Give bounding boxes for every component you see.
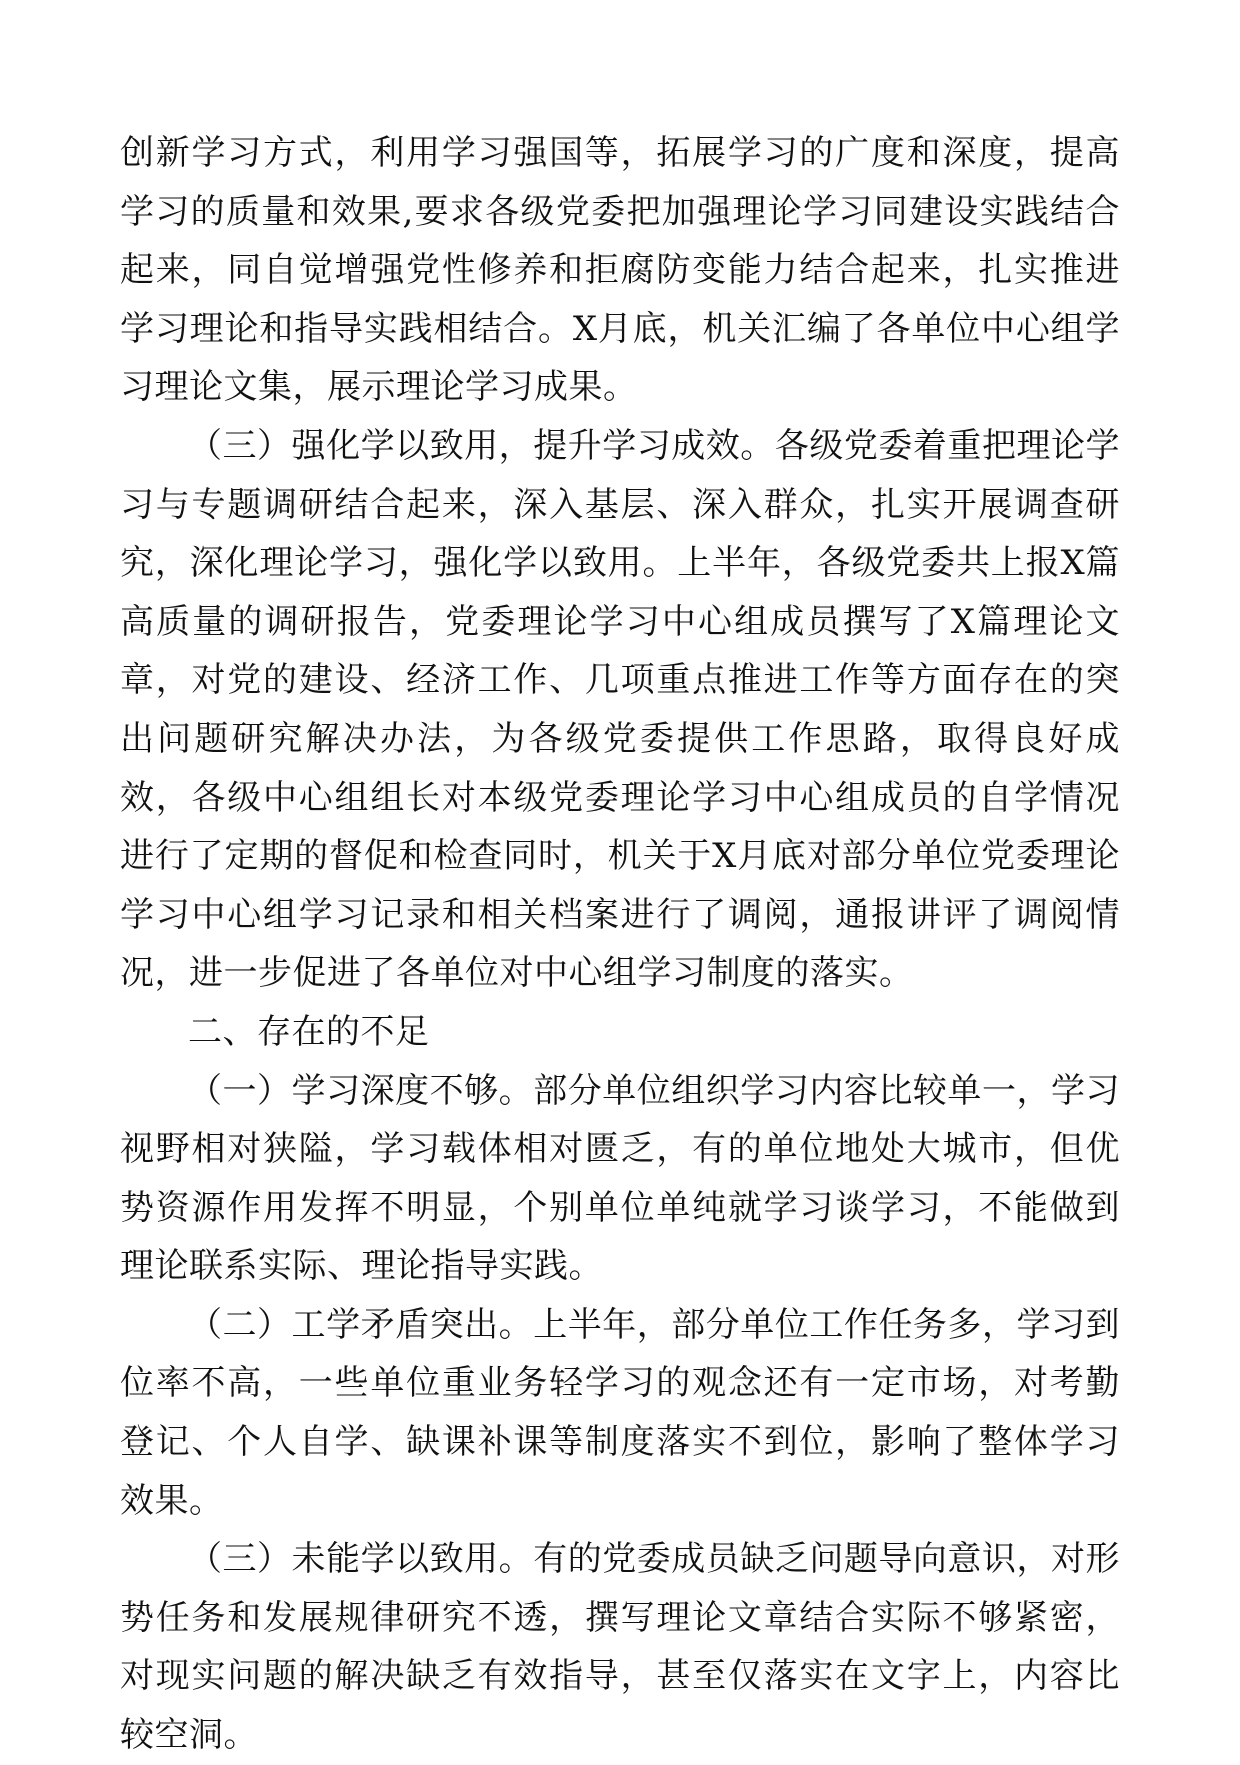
document-body <box>120 124 1120 1765</box>
paragraph-strengthen-application: （三）强化学以致用，提升学习成效。各级党委着重把理论学习与专题调研结合起来，深入基层、深入群众，扎实开展调查研究，深化理论学习，强化学以致用。上半年，各级党委共上报X篇高质量的调研报告，党委理论学习中心组成员撰写了X篇理论文章，对党的建设、经济工作、几项重点推进工作等方面存在的突出问题研究解决办法，为各级党委提供工作思路，取得良好成效，各级中心组组长对本级党委理论学习中心组成员的自学情况进行了定期的督促和检查同时，机关于X月底对部分单位党委理论学习中心组学习记录和相关档案进行了调阅，通报讲评了调阅情况，进一步促进了各单位对中心组学习制度的落实。 <box>120 425 1120 994</box>
section-heading-shortcomings: 二、存在的不足 <box>188 1011 430 1052</box>
paragraph-continuation: 创新学习方式，利用学习强国等，拓展学习的广度和深度，提高学习的质量和效果,要求各级党委把加强理论学习同建设实践结合起来，同自觉增强党性修养和拒腐防变能力结合起来，扎实推进学习理论和指导实践相结合。X月底，机关汇编了各单位中心组学习理论文集，展示理论学习成果。 <box>120 133 1120 408</box>
paragraph-not-applied: （三）未能学以致用。有的党委成员缺乏问题导向意识，对形势任务和发展规律研究不透，撰写理论文章结合实际不够紧密，对现实问题的解决缺乏有效指导，甚至仅落实在文字上，内容比较空洞。 <box>120 1539 1120 1756</box>
paragraph-work-study-conflict: （二）工学矛盾突出。上半年，部分单位工作任务多，学习到位率不高，一些单位重业务轻学习的观念还有一定市场，对考勤登记、个人自学、缺课补课等制度落实不到位，影响了整体学习效果。 <box>120 1304 1120 1521</box>
paragraph-insufficient-depth: （一）学习深度不够。部分单位组织学习内容比较单一，学习视野相对狭隘，学习载体相对匮乏，有的单位地处大城市，但优势资源作用发挥不明显，个别单位单纯就学习谈学习，不能做到理论联系实际、理论指导实践。 <box>120 1070 1120 1287</box>
